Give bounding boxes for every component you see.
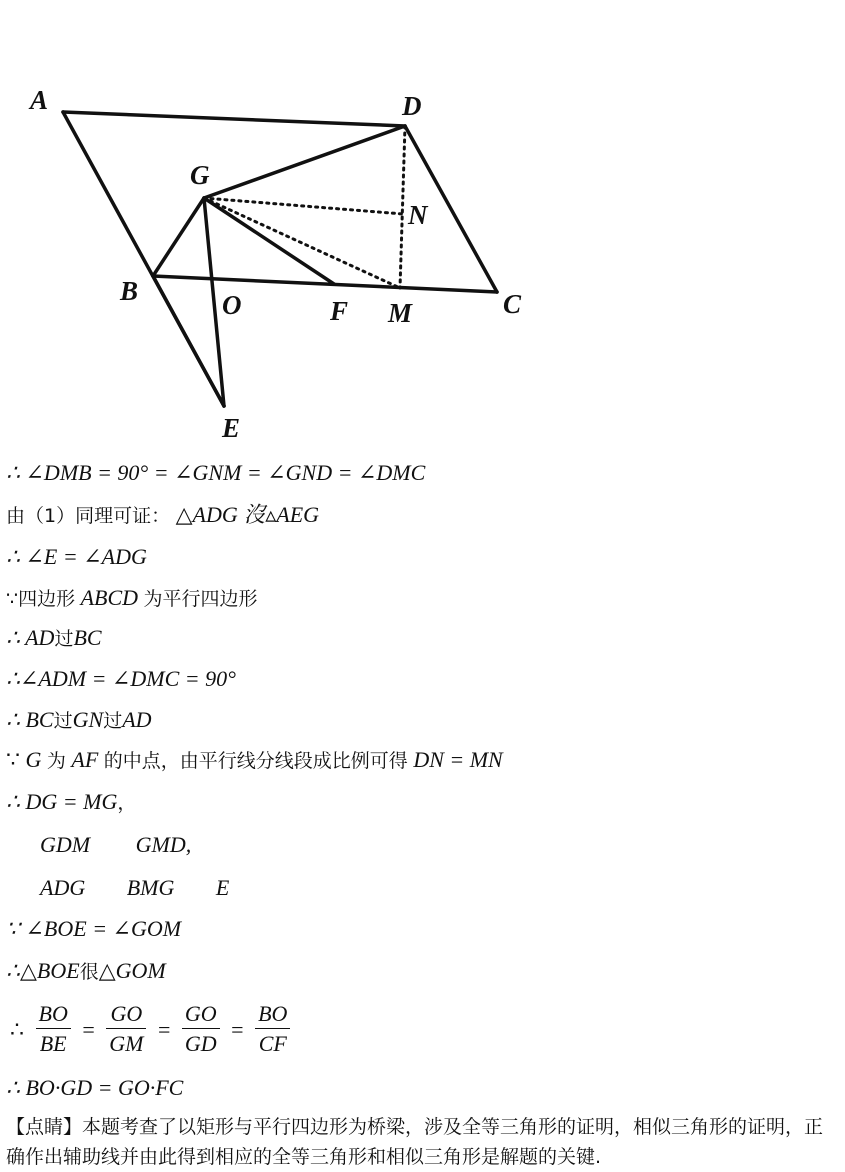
proof-line-7 bbox=[6, 706, 152, 735]
proof-text: ∴ BO·GD = GO·FC bbox=[6, 1075, 184, 1100]
fraction-denominator: GM bbox=[109, 1031, 144, 1056]
equals-sign: = bbox=[231, 1016, 244, 1042]
proof-text: ∴ ∠DMB = 90° = ∠GNM = ∠GND = ∠DMC bbox=[6, 460, 426, 485]
label-D: D bbox=[402, 91, 422, 121]
segment-AD bbox=[63, 112, 405, 126]
label-O: O bbox=[222, 290, 242, 320]
label-G: G bbox=[190, 160, 210, 190]
proof-text: ∵ bbox=[6, 747, 20, 772]
proof-line-13 bbox=[6, 957, 166, 986]
note-text: 本题考查了以矩形与平行四边形为桥梁，涉及全等三角形的证明，相似三角形的证明，正确作出辅助线并由此得到相应的全等三角形和相似三角形是解题的关键. bbox=[6, 1116, 824, 1168]
proof-line-4 bbox=[6, 584, 258, 613]
proof-math: ∴△BOE bbox=[6, 958, 80, 983]
proof-text: 的中点，由平行线分线段成比例可得 bbox=[103, 750, 408, 772]
proof-text: ∵四边形 bbox=[6, 588, 76, 610]
therefore-symbol: ∴ bbox=[10, 1016, 24, 1042]
proof-math: E bbox=[215, 875, 230, 900]
proof-line-10 bbox=[40, 831, 191, 859]
proof-text: 过 bbox=[103, 710, 123, 732]
proof-line-6 bbox=[6, 665, 236, 693]
proof-text: 过 bbox=[53, 710, 73, 732]
dotted-GN bbox=[204, 198, 403, 214]
proof-line-1 bbox=[6, 459, 425, 487]
proof-text: 很 bbox=[79, 961, 99, 983]
proof-text: ∴∠ADM = ∠DMC = 90° bbox=[6, 666, 236, 691]
proof-text: ∴ ∠E = ∠ADG bbox=[6, 544, 147, 569]
equals-sign: = bbox=[82, 1016, 95, 1042]
fraction-go-gm bbox=[106, 1000, 146, 1059]
proof-text: ， bbox=[117, 792, 137, 814]
geometry-figure bbox=[0, 0, 845, 450]
proof-math: GN bbox=[72, 707, 104, 732]
proof-math: ∴ AD bbox=[6, 625, 55, 650]
fraction-numerator: BO bbox=[36, 1000, 71, 1029]
proof-math: AD bbox=[122, 707, 152, 732]
fraction-bo-cf bbox=[255, 1000, 290, 1059]
label-F: F bbox=[330, 296, 349, 326]
proof-math: ∴ BC bbox=[6, 707, 54, 732]
label-M: M bbox=[388, 298, 413, 328]
proof-line-3 bbox=[6, 543, 147, 571]
proof-line-12 bbox=[6, 915, 181, 943]
proof-math: DN = MN bbox=[413, 747, 503, 772]
equals-sign: = bbox=[157, 1016, 171, 1042]
segment-GF bbox=[204, 198, 334, 284]
proof-math: ADG bbox=[40, 875, 86, 900]
fraction-bo-be bbox=[36, 1000, 71, 1059]
proof-text: 为平行四边形 bbox=[143, 588, 258, 610]
label-E: E bbox=[222, 413, 241, 443]
fraction-denominator: BE bbox=[39, 1031, 67, 1056]
fraction-numerator: GO bbox=[182, 1000, 220, 1029]
commentary-note bbox=[6, 1112, 841, 1172]
label-N: N bbox=[408, 200, 428, 230]
proof-math: ABCD bbox=[80, 585, 139, 610]
proof-math: GMD, bbox=[135, 832, 192, 857]
proof-text: 过 bbox=[54, 628, 74, 650]
proof-line-15 bbox=[6, 1074, 183, 1102]
dotted-DM bbox=[400, 126, 405, 288]
proof-math: △ADG 沒▵AEG bbox=[175, 502, 320, 527]
proof-line-8 bbox=[6, 746, 503, 775]
label-B: B bbox=[120, 276, 139, 306]
fraction-go-gd bbox=[182, 1000, 220, 1059]
label-A: A bbox=[30, 85, 49, 115]
proof-line-2 bbox=[6, 501, 319, 530]
fraction-numerator: BO bbox=[255, 1000, 290, 1029]
proof-text: 为 bbox=[46, 750, 66, 772]
proof-line-14 bbox=[6, 1000, 292, 1059]
proof-text: 由（1）同理可证： bbox=[6, 505, 171, 527]
proof-math: BMG bbox=[126, 875, 175, 900]
proof-line-11 bbox=[40, 874, 229, 902]
proof-line-5 bbox=[6, 624, 102, 653]
segment-GD bbox=[204, 126, 405, 198]
proof-line-9 bbox=[6, 788, 136, 817]
proof-math: AF bbox=[71, 747, 99, 772]
fraction-numerator: GO bbox=[106, 1000, 146, 1029]
proof-math: BC bbox=[73, 625, 102, 650]
proof-math: △GOM bbox=[98, 958, 166, 983]
proof-text: ∵ ∠BOE = ∠GOM bbox=[6, 916, 182, 941]
proof-math: GDM bbox=[40, 832, 91, 857]
note-tag: 【点睛】 bbox=[6, 1116, 83, 1138]
label-C: C bbox=[503, 289, 522, 319]
segment-GB bbox=[153, 198, 204, 276]
proof-math: ∴ DG = MG bbox=[6, 789, 118, 814]
fraction-denominator: CF bbox=[258, 1031, 287, 1056]
proof-math: G bbox=[25, 747, 42, 772]
fraction-denominator: GD bbox=[184, 1031, 217, 1056]
